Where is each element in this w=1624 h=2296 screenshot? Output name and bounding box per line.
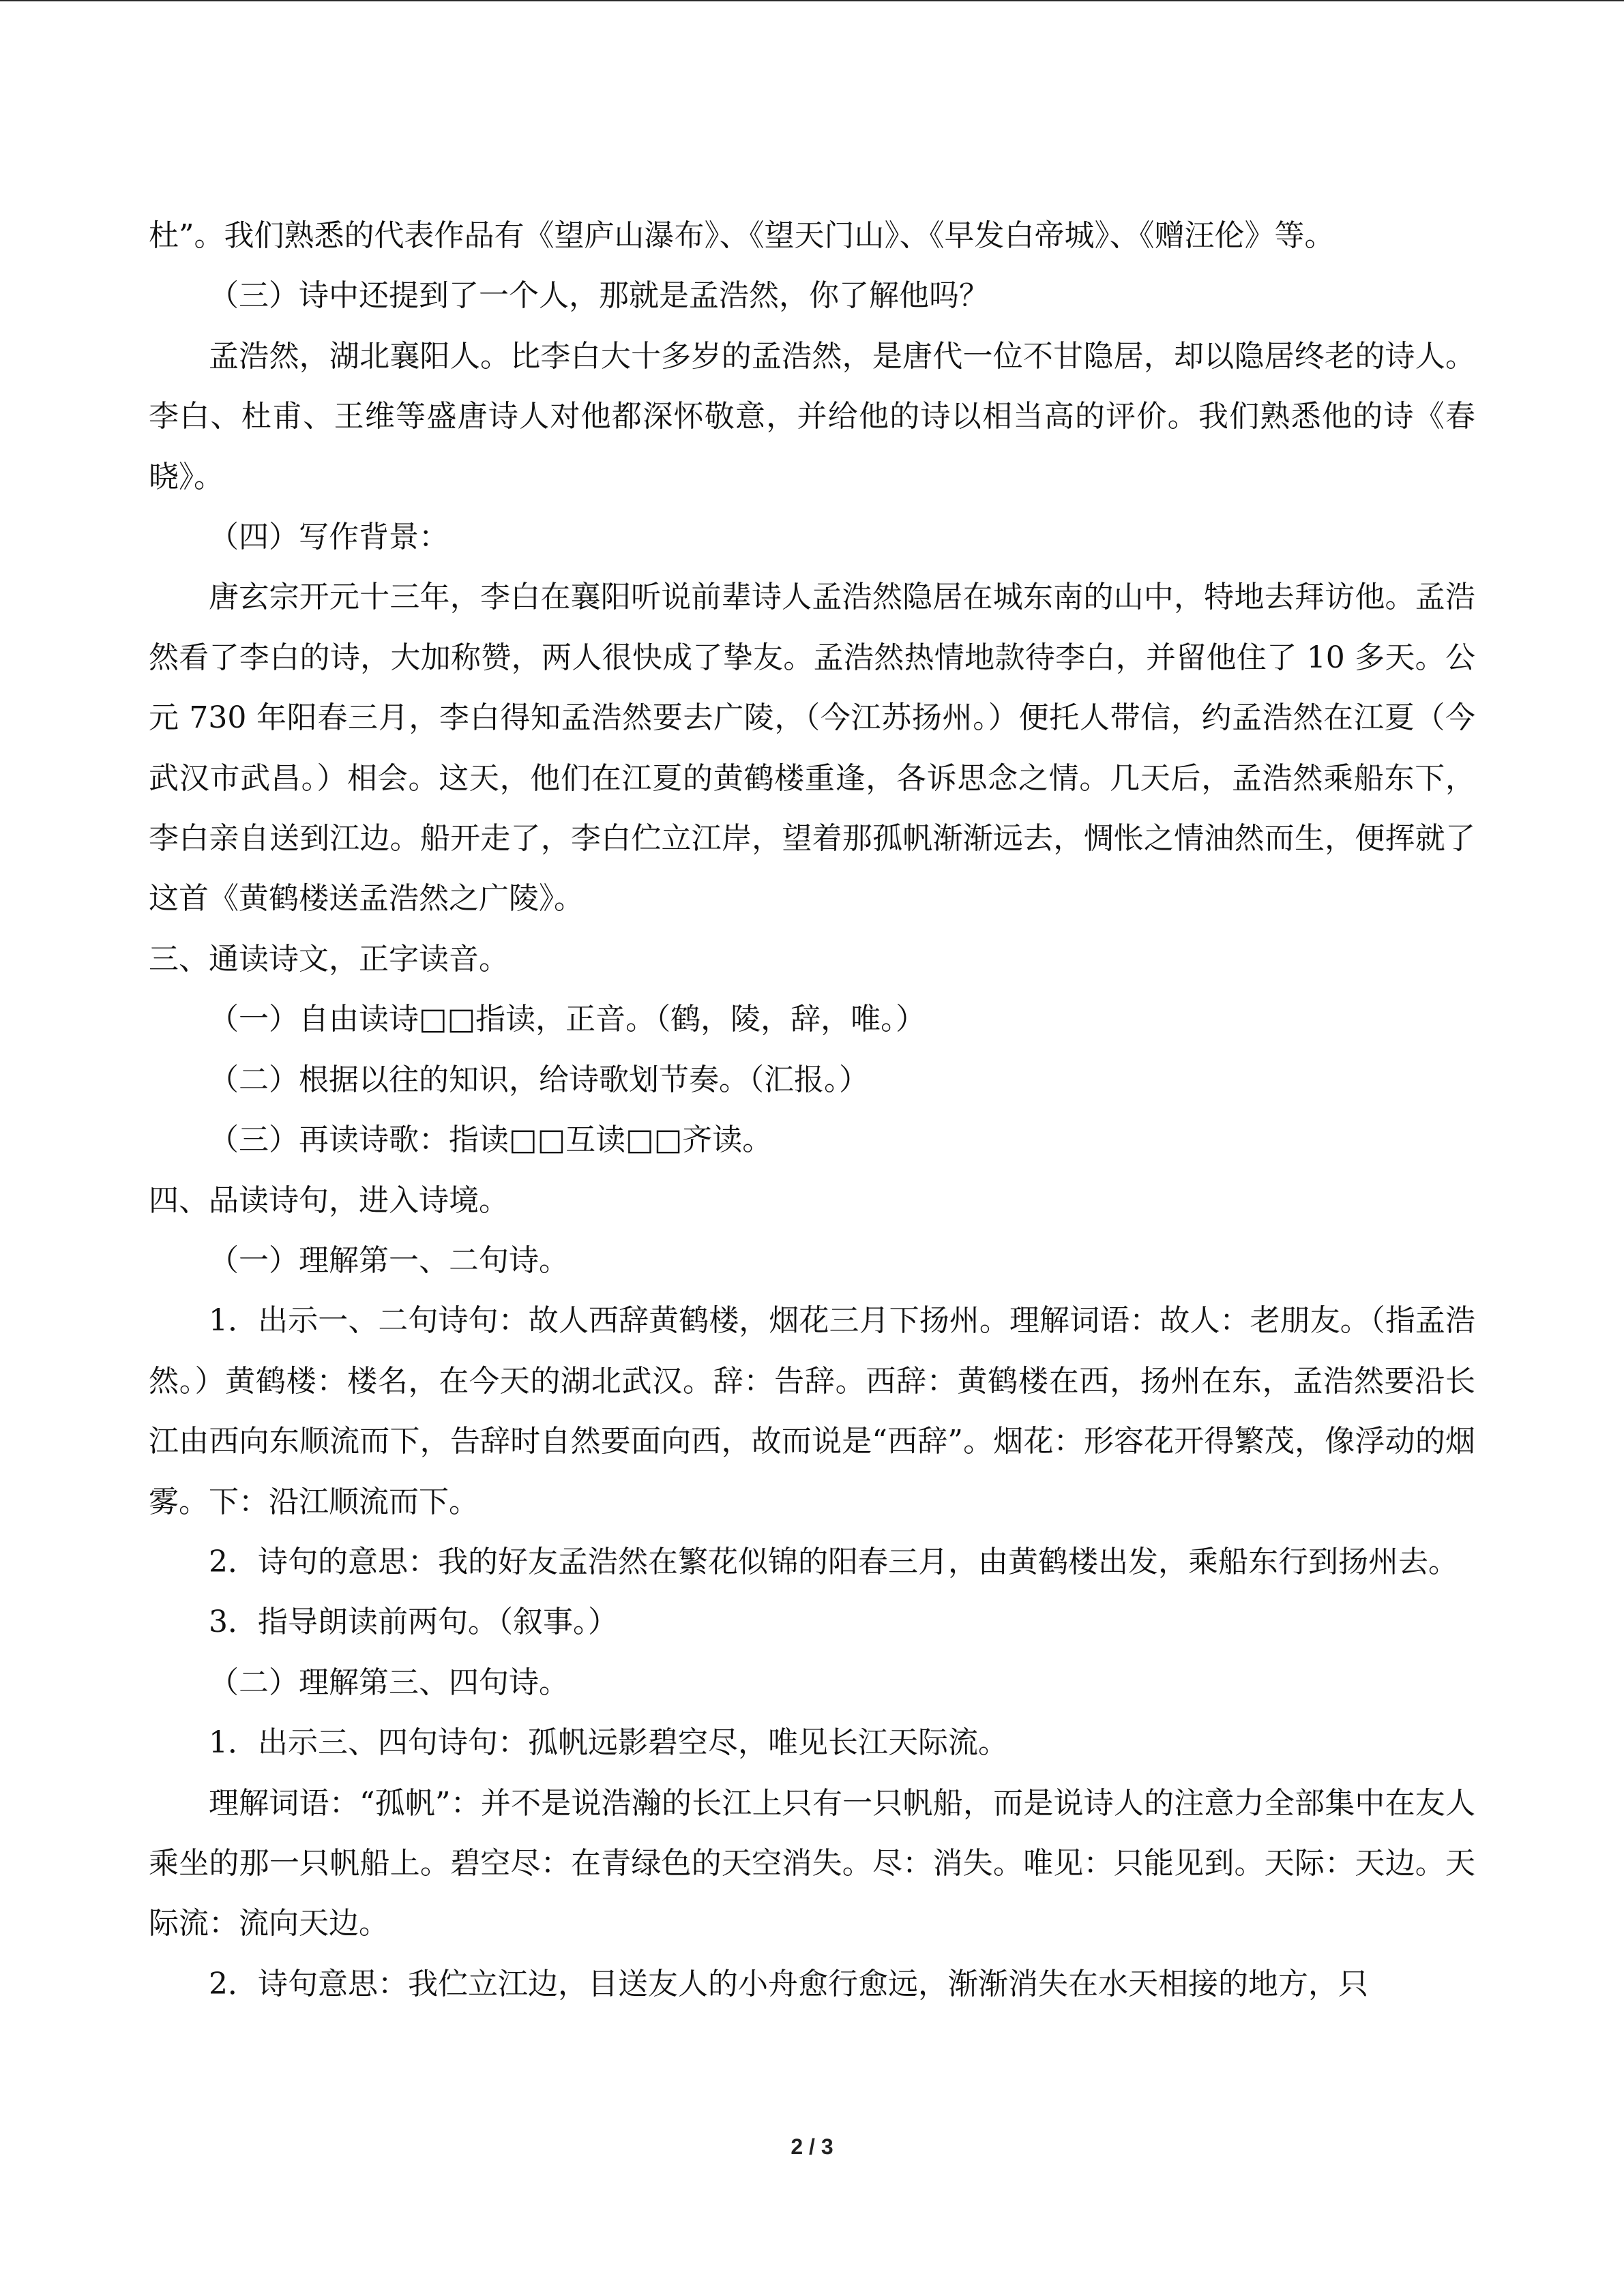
paragraph: （二）根据以往的知识，给诗歌划节奏。（汇报。） [209, 1062, 869, 1097]
paragraph: 孟浩然，湖北襄阳人。比李白大十多岁的孟浩然，是唐代一位不甘隐居，却以隐居终老的诗人。李白、杜甫、王维等盛唐诗人对他都深怀敬意，并给他的诗以相当高的评价。我们熟悉他的诗《春晓》。 [149, 338, 1475, 494]
paragraph: 2．诗句的意思：我的好友孟浩然在繁花似锦的阳春三月，由黄鹤楼出发，乘船东行到扬州去。 [209, 1544, 1458, 1579]
paragraph: （一）自由读诗□□指读，正音。（鹤，陵，辞，唯。） [209, 1002, 926, 1037]
paragraph: 唐玄宗开元十三年，李白在襄阳听说前辈诗人孟浩然隐居在城东南的山中，特地去拜访他。孟浩然看了李白的诗，大加称赞，两人很快成了挚友。孟浩然热情地款待李白，并留他住了 10 多天。公元 730 年阳春三月，李白得知孟浩然要去广陵，（今江苏扬州。）便托人带信，约孟浩然在江夏（今武汉市武昌。）相会。这天，他们在江夏的黄鹤楼重逢，各诉思念之情。几天后，孟浩然乘船东下，李白亲自送到江边。船开走了，李白伫立江岸，望着那孤帆渐渐远去，惆怅之情油然而生，便挥就了这首《黄鹤楼送孟浩然之广陵》。 [149, 580, 1475, 916]
paragraph: 四、品读诗句，进入诗境。 [149, 1182, 509, 1218]
paragraph: 杜”。我们熟悉的代表作品有《望庐山瀑布》、《望天门山》、《早发白帝城》、《赠汪伦》等。 [149, 218, 1335, 253]
page-number: 2 / 3 [791, 2134, 833, 2159]
paragraph: （二）理解第三、四句诗。 [209, 1665, 569, 1700]
paragraph: 理解词语：“孤帆”：并不是说浩瀚的长江上只有一只帆船，而是说诗人的注意力全部集中在友人乘坐的那一只帆船上。碧空尽：在青绿色的天空消失。尽：消失。唯见：只能见到。天际：天边。天际流：流向天边。 [149, 1785, 1475, 1941]
paragraph: （三）诗中还提到了一个人，那就是孟浩然，你了解他吗？ [209, 278, 989, 314]
paragraph: （四）写作背景： [209, 520, 449, 555]
paragraph: 2．诗句意思：我伫立江边，目送友人的小舟愈行愈远，渐渐消失在水天相接的地方，只 [209, 1966, 1368, 2001]
document-body [149, 206, 1475, 2014]
paragraph: （一）理解第一、二句诗。 [209, 1242, 569, 1278]
paragraph: 三、通读诗文，正字读音。 [149, 941, 509, 976]
paragraph: （三）再读诗歌：指读□□互读□□齐读。 [209, 1122, 773, 1158]
paragraph: 1．出示一、二句诗句：故人西辞黄鹤楼，烟花三月下扬州。理解词语：故人：老朋友。（指孟浩然。）黄鹤楼：楼名，在今天的湖北武汉。辞：告辞。西辞：黄鹤楼在西，扬州在东，孟浩然要沿长江由西向东顺流而下，告辞时自然要面向西，故而说是“西辞”。烟花：形容花开得繁茂，像浮动的烟雾。下：沿江顺流而下。 [149, 1303, 1475, 1519]
paragraph: 1．出示三、四句诗句：孤帆远影碧空尽，唯见长江天际流。 [209, 1725, 1008, 1761]
paragraph: 3．指导朗读前两句。（叙事。） [209, 1605, 618, 1640]
